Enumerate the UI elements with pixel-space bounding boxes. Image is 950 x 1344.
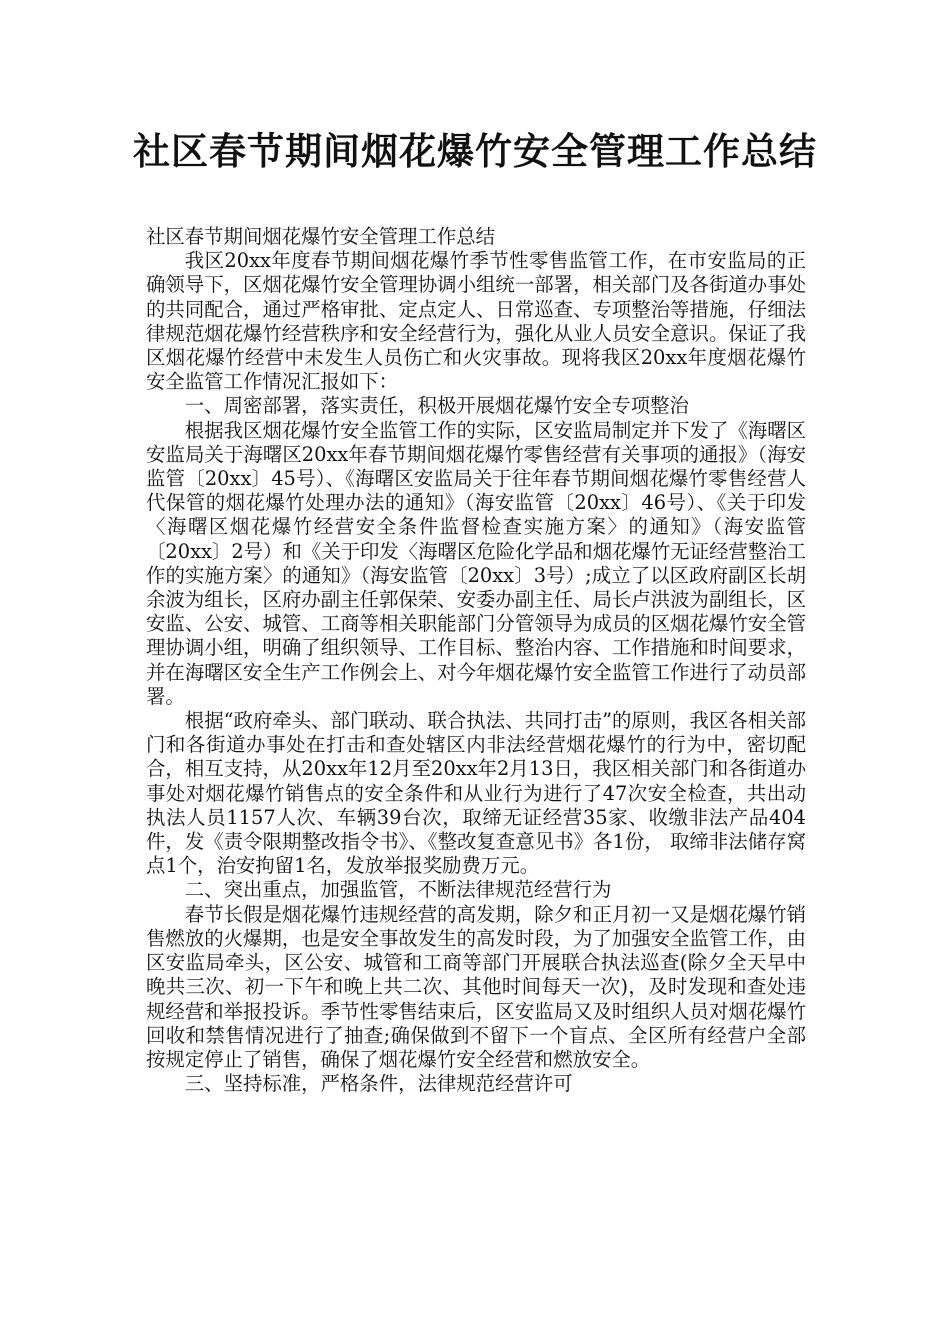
section-heading-3: 三、坚持标准，严格条件，法律规范经营许可	[184, 1072, 573, 1096]
section-heading-1: 一、周密部署，落实责任，积极开展烟花爆竹安全专项整治	[184, 394, 689, 418]
paragraph-supervision: 春节长假是烟花爆竹违规经营的高发期，除夕和正月初一又是烟花爆竹销售燃放的火爆期，也是安全事故发生的高发时段，为了加强安全监管工作，由区安监局牵头，区公安、城管和工商等部门开展联合执法巡查(除夕全天早中晚共三次、初一下午和晚上共二次、其他时间每天一次)，及时发现和查处违规经营和举报投诉。季节性零售结束后，区安监局又及时组织人员对烟花爆竹回收和禁售情况进行了抽查;确保做到不留下一个盲点、全区所有经营户全部按规定停止了销售，确保了烟花爆竹安全经营和燃放安全。	[146, 902, 806, 1071]
section-heading-2: 二、突出重点，加强监管，不断法律规范经营行为	[184, 878, 612, 902]
body-subtitle-line: 社区春节期间烟花爆竹安全管理工作总结	[146, 225, 496, 248]
document-body	[146, 225, 806, 1096]
paragraph-deployment: 根据我区烟花爆竹安全监管工作的实际，区安监局制定并下发了《海曙区安监局关于海曙区20xx年春节期间烟花爆竹零售经营有关事项的通报》（海安监管〔20xx〕45号）、《海曙区安监局关于往年春节期间烟花爆竹零售经营人代保管的烟花爆竹处理办法的通知》（海安监管〔20xx〕46号）、《关于印发〈海曙区烟花爆竹经营安全条件监督检查实施方案〉的通知》（海安监管〔20xx〕2号）和《关于印发〈海曙区危险化学品和烟花爆竹无证经营整治工作的实施方案〉的通知》（海安监管〔20xx〕3号）;成立了以区政府副区长胡余波为组长，区府办副主任郭保荣、安委办副主任、局长卢洪波为副组长，区安监、公安、城管、工商等相关职能部门分管领导为成员的区烟花爆竹安全管理协调小组，明确了组织领导、工作目标、整治内容、工作措施和时间要求，并在海曙区安全生产工作例会上、对今年烟花爆竹安全监管工作进行了动员部署。	[146, 418, 806, 708]
intro-paragraph: 我区20xx年度春节期间烟花爆竹季节性零售监管工作，在市安监局的正确领导下，区烟花爆竹安全管理协调小组统一部署，相关部门及各街道办事处的共同配合，通过严格审批、定点定人、日常巡查、专项整治等措施，仔细法律规范烟花爆竹经营秩序和安全经营行为，强化从业人员安全意识。保证了我区烟花爆竹经营中未发生人员伤亡和火灾事故。现将我区20xx年度烟花爆竹安全监管工作情况汇报如下：	[146, 249, 806, 394]
paragraph-enforcement: 根据“政府牵头、部门联动、联合执法、共同打击”的原则，我区各相关部门和各街道办事处在打击和查处辖区内非法经营烟花爆竹的行为中，密切配合，相互支持，从20xx年12月至20xx年2月13日，我区相关部门和各街道办事处对烟花爆竹销售点的安全条件和从业行为进行了47次安全检查，共出动执法人员1157人次、车辆39台次，取缔无证经营35家、收缴非法产品404件，发《责令限期整改指令书》、《整改复查意见书》各1份， 取缔非法储存窝点1个，治安拘留1名，发放举报奖励费万元。	[146, 709, 806, 878]
document-title: 社区春节期间烟花爆竹安全管理工作总结	[133, 130, 817, 173]
